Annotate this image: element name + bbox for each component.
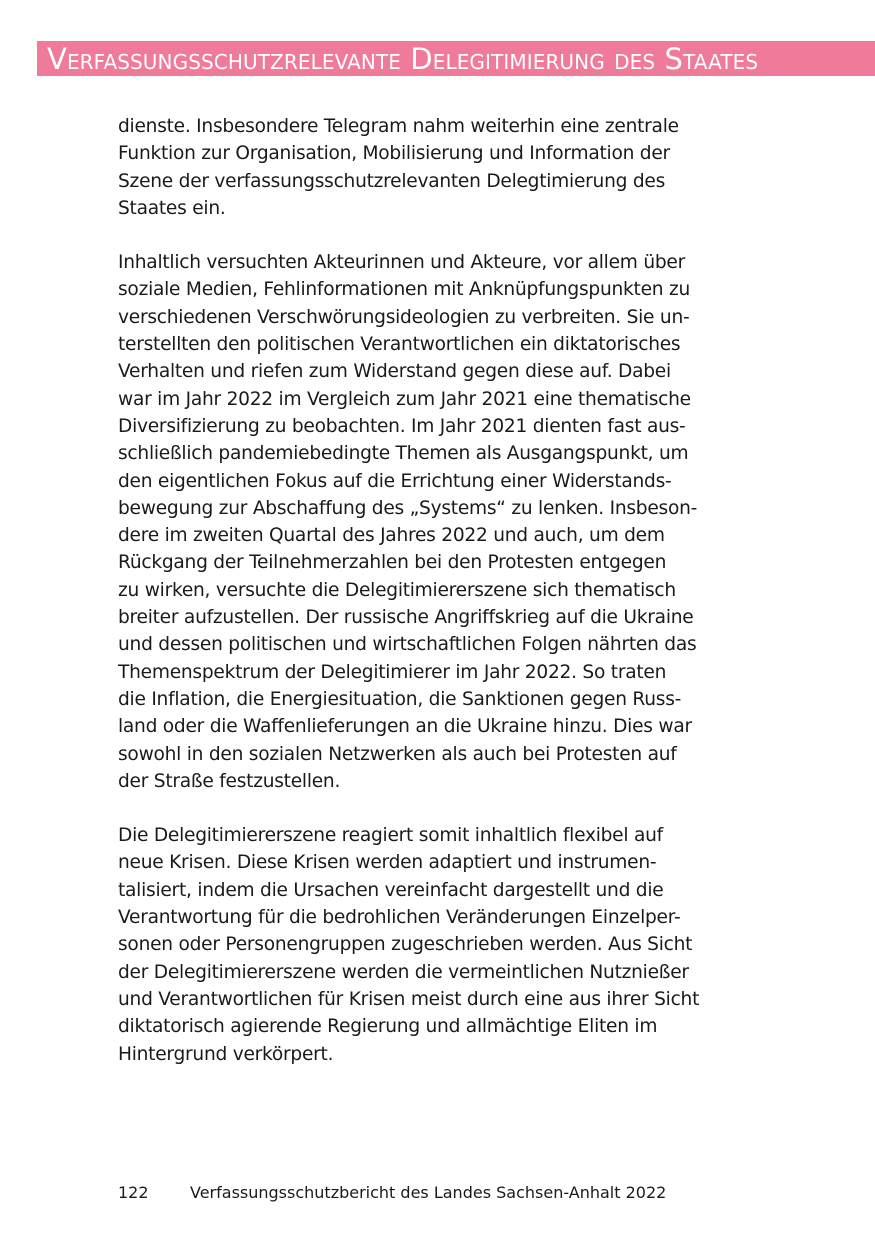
text-line: breiter aufzustellen. Der russische Angriffskrieg auf die Ukraine — [118, 607, 694, 629]
text-line: die Inflation, die Energiesituation, die Sanktionen gegen Russ- — [118, 688, 682, 710]
text-line: dienste. Insbesondere Telegram nahm weiterhin eine zentrale — [118, 116, 679, 137]
text-line: den eigentlichen Fokus auf die Errichtung einer Widerstands- — [118, 470, 672, 492]
text-line: diktatorisch agierende Regierung und allmächtige Eliten im — [118, 1016, 658, 1038]
paragraph — [118, 822, 768, 1068]
body-text — [118, 113, 768, 1095]
text-line: land oder die Waffenlieferungen an die Ukraine hinzu. Dies war — [118, 716, 692, 738]
text-line: und dessen politischen und wirtschaftlichen Folgen nährten das — [118, 634, 697, 656]
text-line: Staates ein. — [118, 197, 226, 219]
text-line: der Straße festzustellen. — [118, 770, 341, 792]
paragraph — [118, 249, 768, 795]
text-line: sonen oder Personengruppen zugeschrieben werden. Aus Sicht — [118, 934, 693, 956]
text-line: Hintergrund verkörpert. — [118, 1043, 334, 1065]
text-line: bewegung zur Abschaffung des „Systems“ zu lenken. Insbeson- — [118, 497, 698, 519]
text-line: und Verantwortlichen für Krisen meist durch eine aus ihrer Sicht — [118, 988, 700, 1010]
text-line: Funktion zur Organisation, Mobilisierung und Information der — [118, 143, 670, 165]
text-line: zu wirken, versuchte die Delegitimiererszene sich thematisch — [118, 579, 676, 601]
text-line: sowohl in den sozialen Netzwerken als auch bei Protesten auf — [118, 743, 677, 765]
text-line: terstellten den politischen Verantwortlichen ein diktatorisches — [118, 334, 681, 356]
text-line: talisiert, indem die Ursachen vereinfacht dargestellt und die — [118, 879, 664, 901]
paragraph — [118, 113, 768, 222]
text-line: Die Delegitimiererszene reagiert somit inhaltlich flexibel auf — [118, 825, 663, 847]
text-line: Inhaltlich versuchten Akteurinnen und Akteure, vor allem über — [118, 252, 685, 274]
text-line: Themenspektrum der Delegitimierer im Jahr 2022. So traten — [118, 661, 667, 683]
text-line: soziale Medien, Fehlinformationen mit Anknüpfungspunkten zu — [118, 279, 690, 301]
text-line: schließlich pandemiebedingte Themen als Ausgangspunkt, um — [118, 443, 689, 465]
page-footer — [118, 1182, 666, 1204]
text-line: Szene der verfassungsschutzrelevanten Delegtimierung des — [118, 170, 666, 192]
text-line: dere im zweiten Quartal des Jahres 2022 und auch, um dem — [118, 525, 665, 547]
text-line: Rückgang der Teilnehmerzahlen bei den Protesten entgegen — [118, 552, 667, 574]
text-line: Verhalten und riefen zum Widerstand gegen diese auf. Dabei — [118, 361, 671, 383]
text-line: der Delegitimiererszene werden die vermeintlichen Nutznießer — [118, 961, 689, 983]
text-line: war im Jahr 2022 im Vergleich zum Jahr 2021 eine thematische — [118, 388, 691, 410]
text-line: Diversifizierung zu beobachten. Im Jahr 2021 dienten fast aus- — [118, 415, 686, 437]
section-header-band — [37, 41, 875, 76]
publication-title: Verfassungsschutzbericht des Landes Sachsen-Anhalt 2022 — [190, 1183, 667, 1202]
section-title: Verfassungsschutzrelevante Delegitimierung des Staates — [47, 42, 759, 76]
page-number: 122 — [118, 1183, 149, 1202]
text-line: Verantwortung für die bedrohlichen Veränderungen Einzelper- — [118, 907, 681, 929]
text-line: neue Krisen. Diese Krisen werden adaptiert und instrumen- — [118, 852, 657, 874]
text-line: verschiedenen Verschwörungsideologien zu verbreiten. Sie un- — [118, 306, 690, 328]
